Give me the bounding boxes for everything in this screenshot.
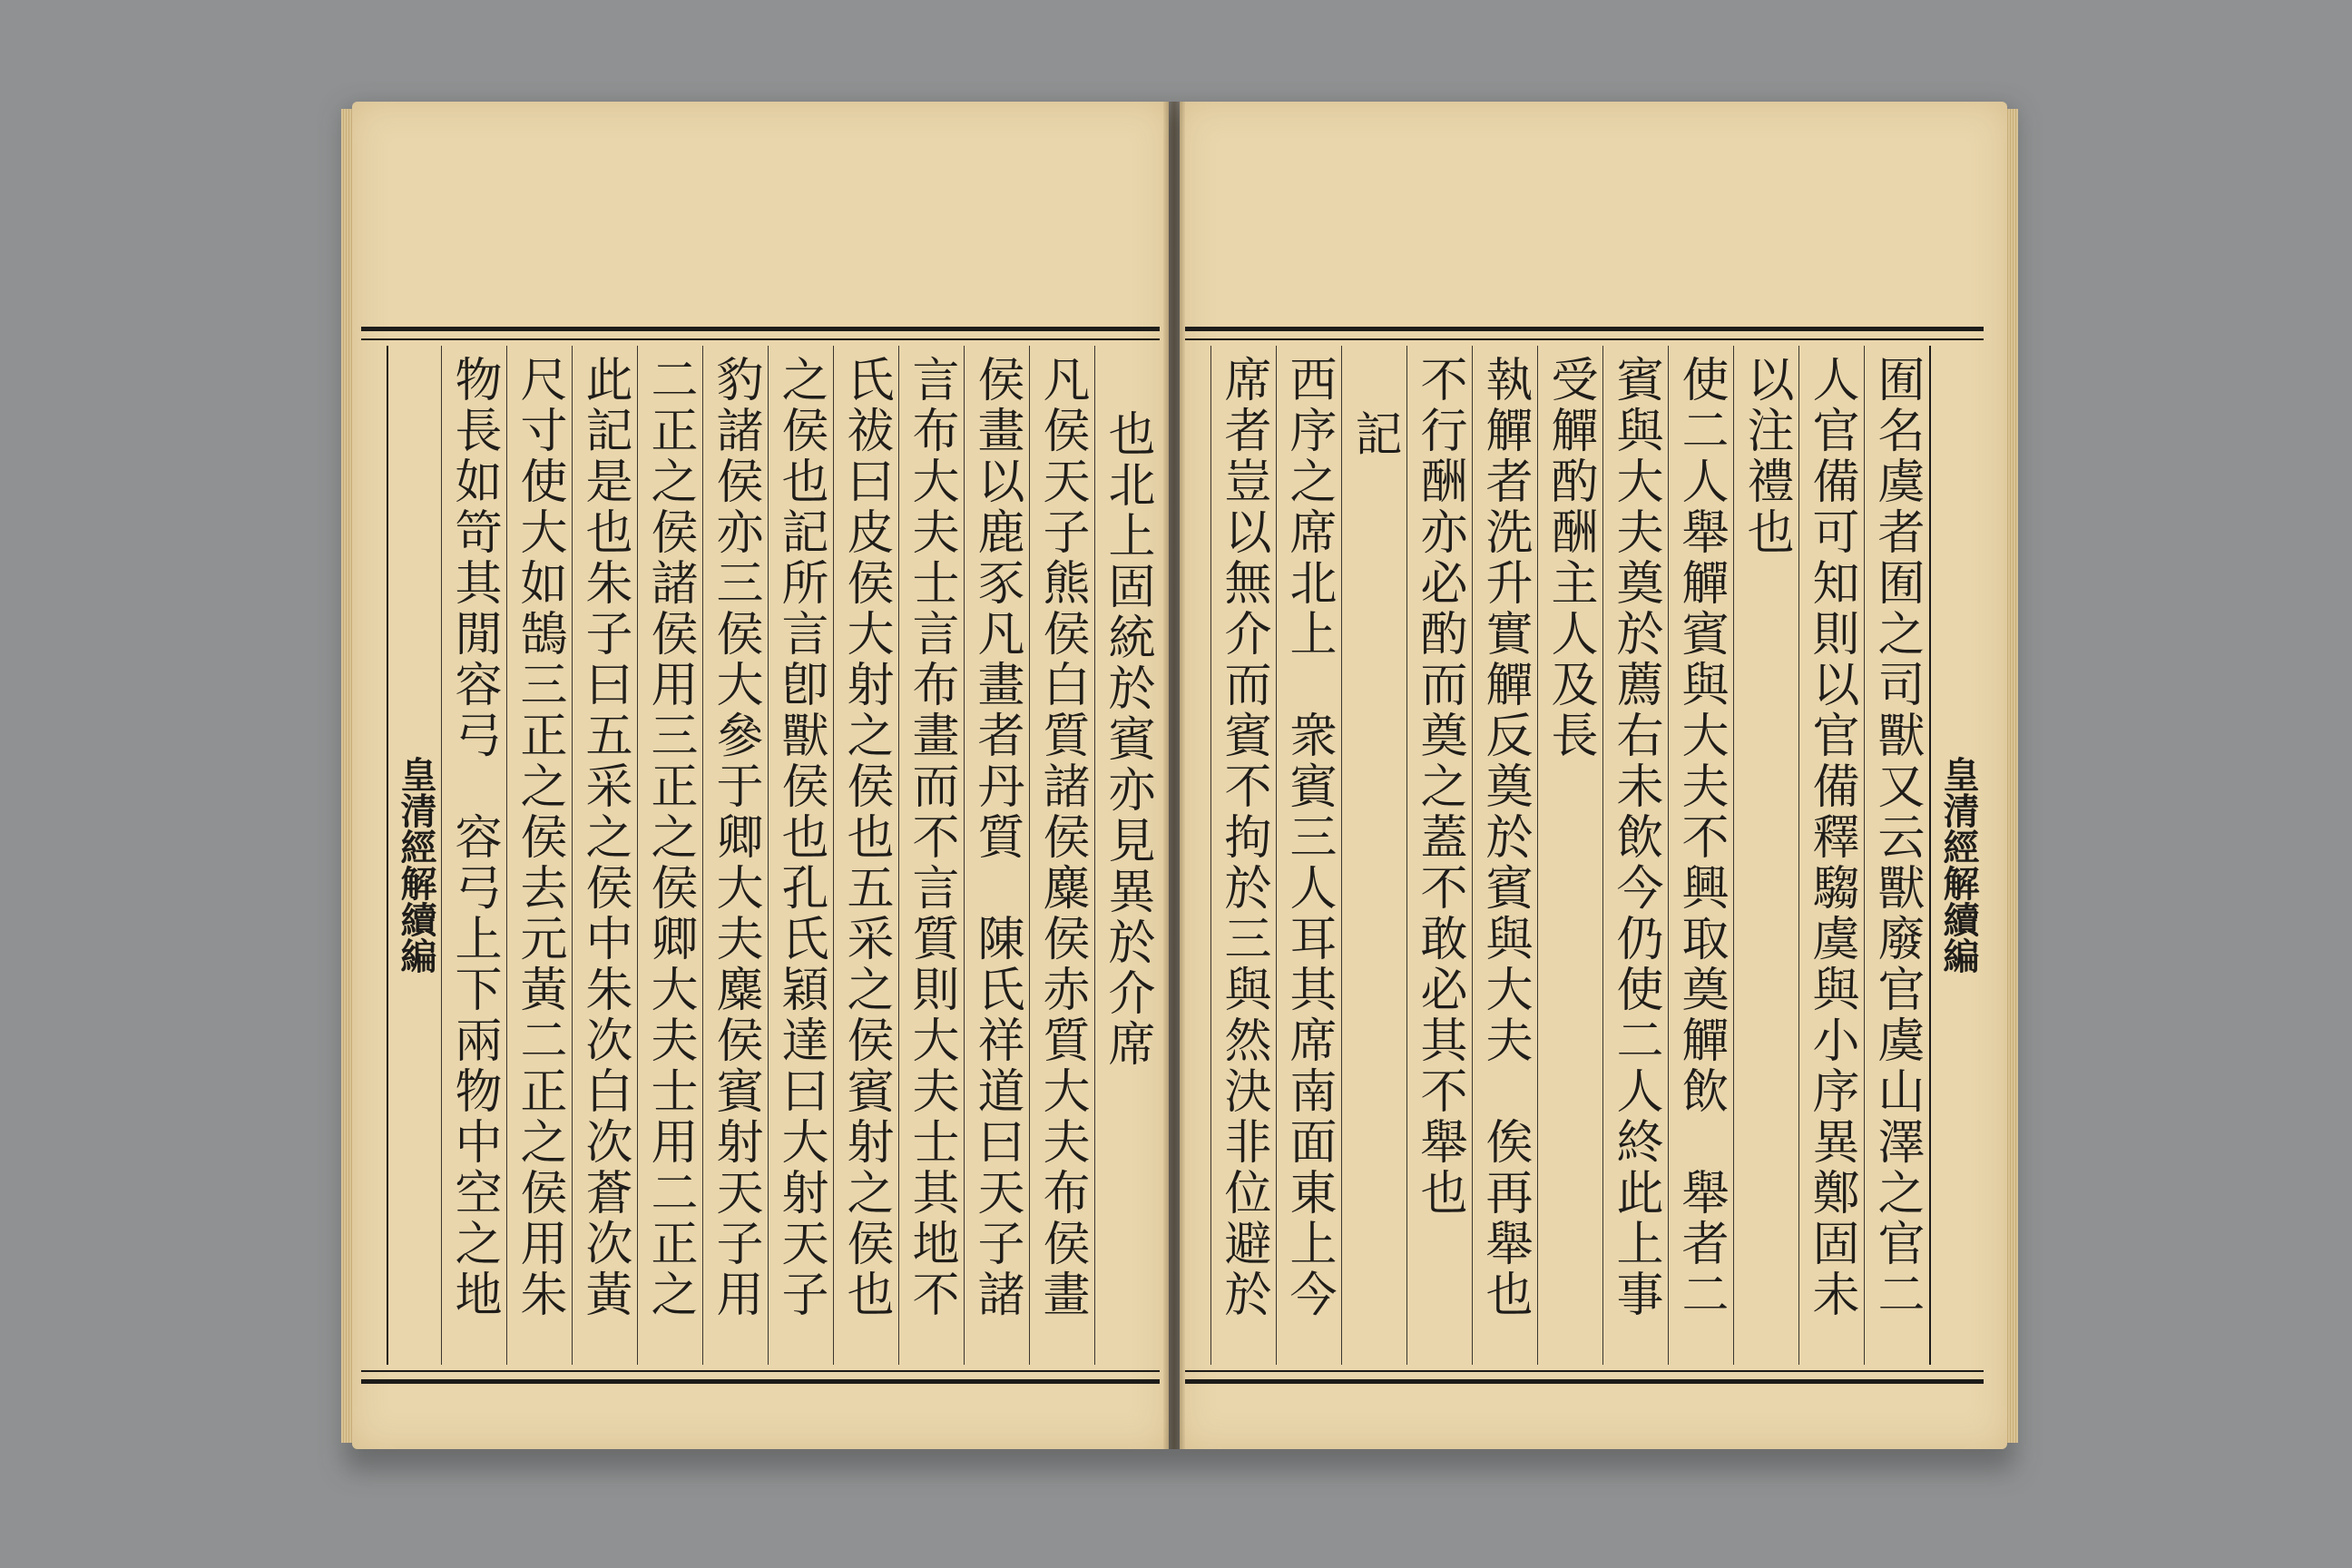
- text-column: 侯畫以鹿豕凡畫者丹質 陳氏祥道曰天子諸: [964, 346, 1029, 1365]
- book-gutter: [1163, 102, 1185, 1449]
- text-column: 氏祓曰皮侯大射之侯也五采之侯賓射之侯也: [833, 346, 898, 1365]
- folio-number: [1929, 946, 1933, 1019]
- text-column: 西序之席北上 衆賓三人耳其席南面東上今: [1276, 346, 1341, 1365]
- text-column: 囿名虞者囿之司獸又云獸廢官虞山澤之官二: [1864, 346, 1929, 1365]
- frame-rule: [1185, 338, 1984, 340]
- text-column: 凡侯天子熊侯白質諸侯麋侯赤質大夫布侯畫: [1029, 346, 1094, 1365]
- text-column: 以注禮也: [1733, 346, 1798, 1365]
- text-column: 不行酬亦必酌而奠之蓋不敢必其不舉也: [1406, 346, 1472, 1365]
- text-column: 記: [1341, 346, 1406, 1365]
- text-column: 之侯也記所言卽獸侯也孔氏穎達曰大射天子: [768, 346, 833, 1365]
- text-column: 受觶酌酬主人及長: [1537, 346, 1602, 1365]
- margin-banxin: [1929, 346, 1984, 1365]
- left-columns: [361, 346, 1160, 1365]
- text-column: 二正之侯諸侯用三正之侯卿大夫士用二正之: [637, 346, 702, 1365]
- text-column: 執觶者洗升實觶反奠於賓與大夫 俟再舉也: [1472, 346, 1537, 1365]
- right-text-frame: [1185, 327, 1984, 1384]
- text-column: 席者豈以無介而賓不拘於三與然決非位避於: [1210, 346, 1276, 1365]
- right-columns: [1185, 346, 1984, 1365]
- text-column: 人官備可知則以官備釋騶虞與小序異鄭固未: [1798, 346, 1864, 1365]
- text-column: 此記是也朱子曰五采之侯中朱次白次蒼次黃: [572, 346, 637, 1365]
- text-column: 使二人舉觶賓與大夫不興取奠觶飲 舉者二: [1668, 346, 1733, 1365]
- text-column: 也北上固統於賓亦見異於介席: [1094, 346, 1160, 1365]
- margin-banxin: [387, 346, 441, 1365]
- right-page-edges: [2005, 109, 2018, 1443]
- margin-title: 皇清經解續編: [395, 755, 437, 974]
- frame-rule: [1185, 1370, 1984, 1372]
- text-column: 尺寸使大如鵠三正之侯去元黃二正之侯用朱: [506, 346, 572, 1365]
- text-column: 豹諸侯亦三侯大參于卿大夫麋侯賓射天子用: [702, 346, 768, 1365]
- text-column: 賓與大夫奠於薦右未飲今仍使二人終此上事: [1602, 346, 1668, 1365]
- text-column: 物長如笴其閒容弓 容弓上下兩物中空之地: [441, 346, 506, 1365]
- chapter-label: [387, 788, 390, 969]
- text-column: 言布大夫士言布畫而不言質則大夫士其地不: [898, 346, 964, 1365]
- frame-rule: [361, 338, 1160, 340]
- left-text-frame: [361, 327, 1160, 1384]
- margin-title: 皇清經解續編: [1937, 755, 1980, 974]
- frame-rule: [361, 1370, 1160, 1372]
